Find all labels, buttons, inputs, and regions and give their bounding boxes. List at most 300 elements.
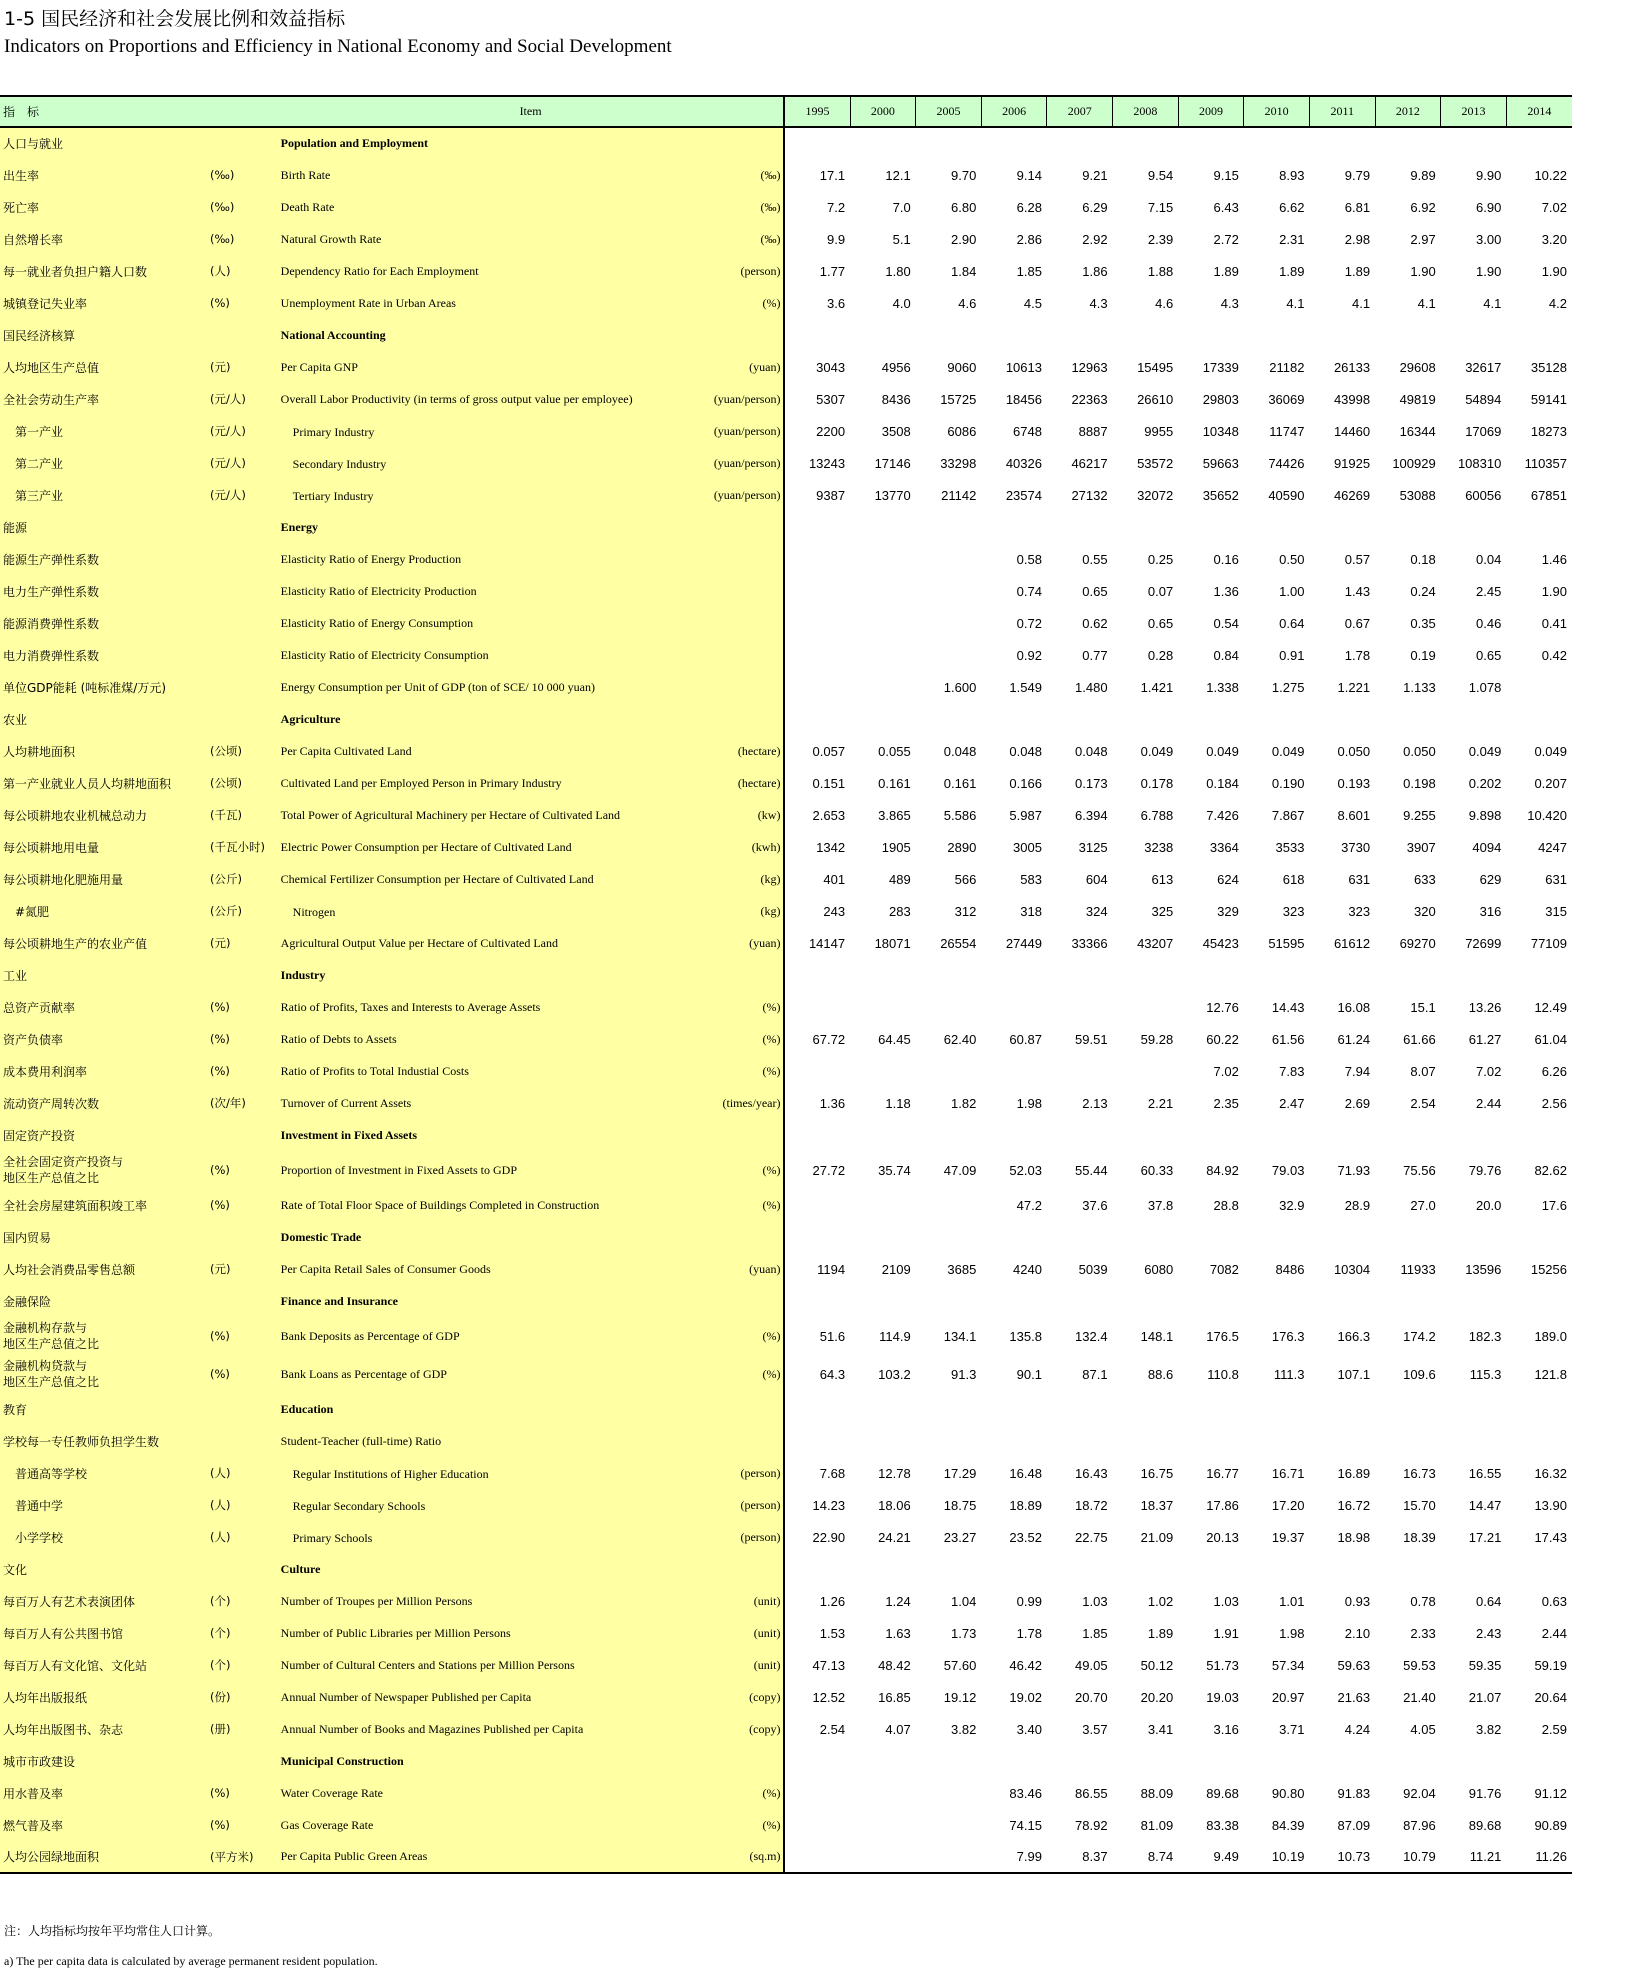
unit-zh: [207, 1221, 278, 1253]
value-cell: [981, 127, 1047, 159]
category-label-en: Culture: [278, 1553, 704, 1585]
unit-en: (copy): [704, 1713, 785, 1745]
value-cell: [1375, 1425, 1441, 1457]
header-year: 2011: [1309, 96, 1375, 127]
unit-en: (kg): [704, 895, 785, 927]
indicator-label-zh: 资产负债率: [0, 1023, 207, 1055]
header-year: 2010: [1244, 96, 1310, 127]
value-cell: 79.03: [1271, 1162, 1305, 1178]
value-cell: 17339: [1202, 359, 1239, 375]
value-cell: 4.3: [1220, 295, 1239, 311]
table-row: [0, 255, 1572, 287]
indicator-label-zh: 人均地区生产总值: [0, 351, 207, 383]
value-cell: 1.80: [885, 263, 911, 279]
value-cell: 64.3: [819, 1366, 846, 1382]
category-row: [0, 511, 1572, 543]
value-cell: 489: [889, 871, 911, 887]
value-cell: 0.049: [1140, 743, 1174, 759]
value-cell: 1.36: [1213, 583, 1239, 599]
value-cell: 20.20: [1140, 1689, 1174, 1705]
category-label-zh: 农业: [0, 703, 207, 735]
unit-en: (yuan): [704, 351, 785, 383]
value-cell: 47.2: [1016, 1197, 1042, 1213]
value-cell: 111.3: [1273, 1366, 1305, 1382]
value-cell: 0.18: [1410, 551, 1436, 567]
unit-en: (unit): [704, 1649, 785, 1681]
value-cell: 3.82: [1476, 1721, 1502, 1737]
value-cell: 47.13: [812, 1657, 846, 1673]
table-row: [0, 287, 1572, 319]
value-cell: [1113, 1553, 1179, 1585]
value-cell: 71.93: [1337, 1162, 1371, 1178]
value-cell: 16.85: [878, 1689, 911, 1705]
value-cell: 0.184: [1206, 775, 1239, 791]
value-cell: [1309, 319, 1375, 351]
value-cell: [1244, 1119, 1310, 1151]
value-cell: 633: [1414, 871, 1436, 887]
value-cell: [850, 1425, 916, 1457]
value-cell: [1309, 1425, 1375, 1457]
unit-en: (unit): [704, 1585, 785, 1617]
indicator-label-en: Elasticity Ratio of Energy Production: [278, 543, 704, 575]
value-cell: 69270: [1399, 935, 1436, 951]
indicator-label-en: Regular Secondary Schools: [278, 1489, 704, 1521]
value-cell: [916, 1745, 982, 1777]
value-cell: 1905: [881, 839, 911, 855]
value-cell: 18.98: [1337, 1529, 1371, 1545]
value-cell: [1375, 1221, 1441, 1253]
value-cell: 0.84: [1213, 647, 1239, 663]
unit-en: (%): [704, 1317, 785, 1355]
value-cell: 13243: [808, 455, 846, 471]
value-cell: 1.90: [1410, 263, 1436, 279]
value-cell: 624: [1217, 871, 1239, 887]
value-cell: 5.586: [943, 807, 977, 823]
value-cell: 10304: [1333, 1261, 1371, 1277]
value-cell: 10348: [1202, 423, 1239, 439]
unit-zh: (公斤): [207, 863, 278, 895]
unit-en: [704, 1221, 785, 1253]
value-cell: 3.57: [1082, 1721, 1108, 1737]
indicator-label-zh-line1: 金融机构贷款与: [3, 1359, 88, 1373]
unit-en: [704, 639, 785, 671]
value-cell: 2.44: [1541, 1625, 1567, 1641]
category-row: [0, 703, 1572, 735]
indicator-label-zh: 每公顷耕地用电量: [0, 831, 207, 863]
value-cell: 6748: [1013, 423, 1042, 439]
value-cell: 83.38: [1206, 1817, 1239, 1833]
value-cell: 3.20: [1541, 231, 1567, 247]
indicator-label-zh: 人均年出版报纸: [0, 1681, 207, 1713]
value-cell: 0.166: [1009, 775, 1042, 791]
value-cell: [1506, 1221, 1572, 1253]
value-cell: 92.04: [1403, 1785, 1436, 1801]
unit-zh: (%): [207, 1777, 278, 1809]
value-cell: 109.6: [1403, 1366, 1436, 1382]
value-cell: 7.0: [892, 199, 911, 215]
value-cell: 5307: [816, 391, 846, 407]
value-cell: 0.41: [1541, 615, 1567, 631]
value-cell: [981, 1393, 1047, 1425]
table-row: [0, 1617, 1572, 1649]
value-cell: 86.55: [1075, 1785, 1108, 1801]
value-cell: 21.09: [1140, 1529, 1174, 1545]
value-cell: 10.79: [1375, 1841, 1441, 1873]
value-cell: 1342: [816, 839, 846, 855]
value-cell: [850, 1777, 916, 1809]
value-cell: 61.24: [1337, 1031, 1371, 1047]
category-label-zh: 城市市政建设: [0, 1745, 207, 1777]
unit-en: [704, 1285, 785, 1317]
unit-en: (%): [704, 991, 785, 1023]
value-cell: 1.43: [1344, 583, 1371, 599]
value-cell: [1375, 319, 1441, 351]
unit-zh: [207, 511, 278, 543]
value-cell: 88.09: [1140, 1785, 1174, 1801]
value-cell: 4240: [1013, 1261, 1042, 1277]
value-cell: 132.4: [1075, 1328, 1108, 1344]
value-cell: 189.0: [1534, 1328, 1567, 1344]
value-cell: [850, 1189, 916, 1221]
value-cell: 3533: [1275, 839, 1305, 855]
value-cell: 12.1: [885, 167, 911, 183]
value-cell: [850, 959, 916, 991]
unit-zh: (元): [207, 927, 278, 959]
value-cell: 0.048: [1009, 743, 1042, 759]
value-cell: [850, 1055, 916, 1087]
value-cell: 16.48: [1009, 1465, 1042, 1481]
value-cell: 115.3: [1469, 1366, 1502, 1382]
value-cell: 4.07: [885, 1721, 911, 1737]
value-cell: 0.16: [1213, 551, 1239, 567]
category-label-en: Industry: [278, 959, 704, 991]
value-cell: 2.44: [1476, 1095, 1502, 1111]
value-cell: [1113, 319, 1179, 351]
value-cell: 67.72: [812, 1031, 846, 1047]
unit-zh: (公顷): [207, 767, 278, 799]
unit-en: [704, 1425, 785, 1457]
value-cell: 0.178: [1140, 775, 1174, 791]
value-cell: 9.9: [827, 231, 846, 247]
value-cell: 16.77: [1206, 1465, 1239, 1481]
value-cell: 7.02: [1213, 1063, 1239, 1079]
value-cell: 1.53: [819, 1625, 846, 1641]
unit-zh: (%): [207, 1023, 278, 1055]
value-cell: [1047, 1119, 1113, 1151]
value-cell: 1.01: [1279, 1593, 1305, 1609]
indicator-label-en: Per Capita GNP: [278, 351, 704, 383]
value-cell: 7.99: [981, 1841, 1047, 1873]
value-cell: 121.8: [1534, 1366, 1567, 1382]
value-cell: [850, 1119, 916, 1151]
value-cell: 0.93: [1344, 1593, 1371, 1609]
value-cell: [1375, 703, 1441, 735]
category-label-en: Education: [278, 1393, 704, 1425]
value-cell: 35652: [1202, 487, 1239, 503]
value-cell: 8486: [1275, 1261, 1305, 1277]
value-cell: 18.06: [878, 1497, 911, 1513]
value-cell: 1.338: [1206, 679, 1239, 695]
value-cell: 90.1: [1016, 1366, 1042, 1382]
value-cell: 46217: [1071, 455, 1108, 471]
category-row: [0, 319, 1572, 351]
value-cell: 18.89: [1009, 1497, 1042, 1513]
value-cell: [784, 959, 850, 991]
indicator-label-zh: 普通高等学校: [0, 1457, 207, 1489]
value-cell: 18071: [874, 935, 911, 951]
indicator-label-en: Natural Growth Rate: [278, 223, 704, 255]
unit-zh: [207, 639, 278, 671]
value-cell: [1244, 511, 1310, 543]
value-cell: [916, 1285, 982, 1317]
indicator-label-en: Proportion of Investment in Fixed Assets to GDP: [278, 1151, 704, 1189]
value-cell: [784, 1425, 850, 1457]
indicator-label-en: Per Capita Cultivated Land: [278, 735, 704, 767]
table-row: [0, 863, 1572, 895]
indicator-label-zh: #氮肥: [0, 895, 207, 927]
value-cell: 325: [1151, 903, 1174, 919]
value-cell: [916, 1055, 982, 1087]
table-row: [0, 831, 1572, 863]
value-cell: 4.5: [1023, 295, 1042, 311]
value-cell: 0.193: [1337, 775, 1371, 791]
category-row: [0, 1393, 1572, 1425]
unit-en: [704, 607, 785, 639]
table-row: [0, 639, 1572, 671]
unit-en: (‰): [704, 191, 785, 223]
value-cell: 53088: [1399, 487, 1436, 503]
value-cell: 1.89: [1344, 263, 1371, 279]
value-cell: [1375, 1285, 1441, 1317]
category-label-en: Investment in Fixed Assets: [278, 1119, 704, 1151]
value-cell: [916, 511, 982, 543]
value-cell: [1309, 1119, 1375, 1151]
value-cell: 16.71: [1271, 1465, 1305, 1481]
value-cell: 0.54: [1213, 615, 1239, 631]
indicator-label-en: Birth Rate: [278, 159, 704, 191]
value-cell: 14460: [1333, 423, 1371, 439]
indicator-label-en: Primary Schools: [278, 1521, 704, 1553]
value-cell: 9.49: [1178, 1841, 1244, 1873]
category-label-zh: 工业: [0, 959, 207, 991]
value-cell: 6.26: [1541, 1063, 1567, 1079]
value-cell: 283: [889, 903, 911, 919]
value-cell: 107.1: [1337, 1366, 1371, 1382]
header-year: 2008: [1113, 96, 1179, 127]
value-cell: 8436: [881, 391, 911, 407]
indicator-label-zh: 成本费用利润率: [0, 1055, 207, 1087]
unit-en: (person): [704, 1521, 785, 1553]
value-cell: [981, 1221, 1047, 1253]
value-cell: 0.65: [1147, 615, 1174, 631]
value-cell: 18.39: [1403, 1529, 1436, 1545]
header-year: 2000: [850, 96, 916, 127]
table-row: [0, 1713, 1572, 1745]
unit-en: [704, 319, 785, 351]
value-cell: 7.867: [1271, 807, 1305, 823]
value-cell: [850, 607, 916, 639]
value-cell: 6.80: [951, 199, 977, 215]
value-cell: [784, 1285, 850, 1317]
value-cell: [784, 1189, 850, 1221]
category-label-zh: 国民经济核算: [0, 319, 207, 351]
value-cell: 3.82: [951, 1721, 977, 1737]
value-cell: 15256: [1530, 1261, 1567, 1277]
unit-zh: (%): [207, 1189, 278, 1221]
footnote-en: a) The per capita data is calculated by average permanent resident population.: [4, 1954, 378, 1968]
category-label-zh: 文化: [0, 1553, 207, 1585]
value-cell: [981, 1285, 1047, 1317]
value-cell: 2.90: [951, 231, 977, 247]
value-cell: 0.77: [1082, 647, 1108, 663]
value-cell: 22363: [1071, 391, 1108, 407]
indicator-label-en: Bank Loans as Percentage of GDP: [278, 1355, 704, 1393]
value-cell: 316: [1479, 903, 1502, 919]
unit-zh: (平方米): [207, 1841, 278, 1873]
indicator-label-en: Overall Labor Productivity (in terms of gross output value per employee): [278, 383, 704, 415]
table-row: [0, 543, 1572, 575]
unit-zh: (元/人): [207, 383, 278, 415]
value-cell: [1178, 1745, 1244, 1777]
indicator-label-en: Student-Teacher (full-time) Ratio: [278, 1425, 704, 1457]
value-cell: 59.51: [1075, 1031, 1108, 1047]
table-row: [0, 1317, 1572, 1355]
indicator-label-zh: 死亡率: [0, 191, 207, 223]
value-cell: 2200: [816, 423, 846, 439]
indicator-label-zh: 第一产业就业人员人均耕地面积: [0, 767, 207, 799]
value-cell: 9387: [816, 487, 846, 503]
value-cell: 0.173: [1075, 775, 1108, 791]
value-cell: 4.05: [1410, 1721, 1436, 1737]
table-row: [0, 1457, 1572, 1489]
indicator-label-en: Number of Cultural Centers and Stations per Million Persons: [278, 1649, 704, 1681]
value-cell: 0.050: [1403, 743, 1436, 759]
value-cell: 13770: [874, 487, 911, 503]
indicator-label-en: Agricultural Output Value per Hectare of Cultivated Land: [278, 927, 704, 959]
indicator-label-zh: 每百万人有公共图书馆: [0, 1617, 207, 1649]
value-cell: 20.64: [1534, 1689, 1567, 1705]
unit-en: (%): [704, 1023, 785, 1055]
indicator-label-en: Annual Number of Books and Magazines Published per Capita: [278, 1713, 704, 1745]
unit-zh: [207, 1119, 278, 1151]
value-cell: 27.72: [812, 1162, 846, 1178]
value-cell: 2890: [947, 839, 977, 855]
indicator-label-zh: 能源消费弹性系数: [0, 607, 207, 639]
value-cell: 2.10: [1344, 1625, 1371, 1641]
value-cell: 0.64: [1279, 615, 1305, 631]
value-cell: 176.5: [1206, 1328, 1239, 1344]
indicator-label-zh: 总资产贡献率: [0, 991, 207, 1023]
value-cell: [784, 1221, 850, 1253]
unit-zh: [207, 1285, 278, 1317]
value-cell: 0.055: [878, 743, 911, 759]
value-cell: 1.18: [885, 1095, 911, 1111]
unit-zh: (元/人): [207, 447, 278, 479]
value-cell: 59.53: [1403, 1657, 1436, 1673]
value-cell: [1309, 959, 1375, 991]
indicator-label-zh: 出生率: [0, 159, 207, 191]
value-cell: 0.78: [1410, 1593, 1436, 1609]
value-cell: 1.02: [1147, 1593, 1174, 1609]
value-cell: 7.2: [827, 199, 846, 215]
value-cell: 91.3: [951, 1366, 977, 1382]
value-cell: [981, 991, 1047, 1023]
value-cell: 0.202: [1468, 775, 1502, 791]
table-row: [0, 351, 1572, 383]
value-cell: 0.91: [1279, 647, 1305, 663]
value-cell: 14.43: [1271, 999, 1305, 1015]
value-cell: [1178, 1393, 1244, 1425]
value-cell: 6080: [1144, 1261, 1174, 1277]
category-label-zh: 人口与就业: [0, 127, 207, 159]
value-cell: 2.31: [1279, 231, 1305, 247]
value-cell: [1441, 959, 1507, 991]
value-cell: 4.1: [1417, 295, 1436, 311]
table-row: [0, 1253, 1572, 1285]
value-cell: [784, 639, 850, 671]
value-cell: 43998: [1333, 391, 1371, 407]
value-cell: [1309, 1393, 1375, 1425]
value-cell: 1.86: [1082, 263, 1108, 279]
value-cell: 1.600: [943, 679, 977, 695]
value-cell: 8.07: [1410, 1063, 1436, 1079]
value-cell: 4956: [881, 359, 911, 375]
value-cell: [1113, 1393, 1179, 1425]
value-cell: [916, 607, 982, 639]
value-cell: [916, 127, 982, 159]
value-cell: 12.52: [812, 1689, 846, 1705]
value-cell: 17.86: [1206, 1497, 1239, 1513]
value-cell: 27.0: [1410, 1197, 1436, 1213]
value-cell: [850, 511, 916, 543]
value-cell: [1047, 703, 1113, 735]
value-cell: 87.96: [1403, 1817, 1436, 1833]
indicator-label-zh: 每公顷耕地农业机械总动力: [0, 799, 207, 831]
value-cell: 0.35: [1410, 615, 1436, 631]
value-cell: 1.549: [1009, 679, 1042, 695]
value-cell: [784, 1745, 850, 1777]
table-row: [0, 1841, 1572, 1873]
value-cell: 2.86: [1016, 231, 1042, 247]
value-cell: 18456: [1005, 391, 1042, 407]
value-cell: [1244, 959, 1310, 991]
value-cell: 4.1: [1352, 295, 1371, 311]
value-cell: 18.37: [1140, 1497, 1174, 1513]
value-cell: 2.39: [1147, 231, 1174, 247]
value-cell: [916, 639, 982, 671]
value-cell: 3125: [1078, 839, 1108, 855]
category-label-zh: 能源: [0, 511, 207, 543]
value-cell: 4247: [1538, 839, 1567, 855]
value-cell: 2.54: [819, 1721, 846, 1737]
value-cell: 22.90: [812, 1529, 846, 1545]
value-cell: 312: [954, 903, 977, 919]
indicator-label-en: Elasticity Ratio of Electricity Consumption: [278, 639, 704, 671]
value-cell: 16.89: [1337, 1465, 1371, 1481]
indicator-label-zh: 第二产业: [0, 447, 207, 479]
value-cell: 3.71: [1279, 1721, 1305, 1737]
value-cell: 14.23: [812, 1497, 846, 1513]
table-body: [0, 127, 1572, 1873]
value-cell: 19.37: [1271, 1529, 1305, 1545]
table-row: [0, 607, 1572, 639]
value-cell: [916, 959, 982, 991]
value-cell: 18.72: [1075, 1497, 1108, 1513]
value-cell: 21.40: [1403, 1689, 1436, 1705]
value-cell: 90.89: [1534, 1817, 1567, 1833]
value-cell: 176.3: [1271, 1328, 1305, 1344]
indicator-label-en: Per Capita Retail Sales of Consumer Goods: [278, 1253, 704, 1285]
